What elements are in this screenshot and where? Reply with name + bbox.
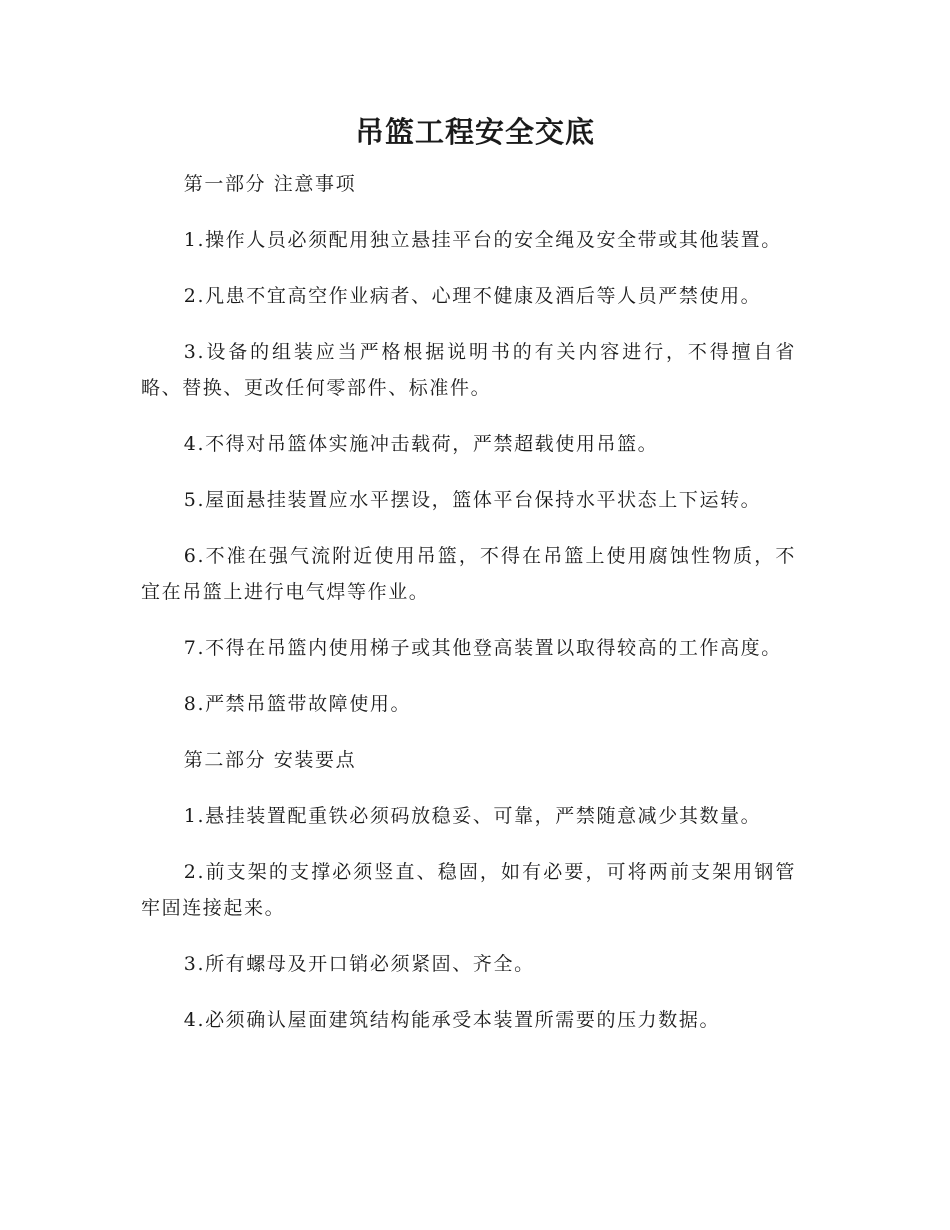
list-item: 2.凡患不宜高空作业病者、心理不健康及酒后等人员严禁使用。 (183, 285, 762, 307)
document-body (141, 166, 796, 1058)
list-item: 4.必须确认屋面建筑结构能承受本装置所需要的压力数据。 (183, 1009, 721, 1031)
list-item: 3.设备的组装应当严格根据说明书的有关内容进行，不得擅自省略、替换、更改任何零部件、标准件。 (141, 341, 796, 399)
list-item: 2.前支架的支撑必须竖直、稳固，如有必要，可将两前支架用钢管牢固连接起来。 (141, 861, 796, 919)
list-item: 3.所有螺母及开口销必须紧固、齐全。 (183, 953, 535, 975)
document-title: 吊篮工程安全交底 (354, 115, 595, 149)
list-item: 6.不准在强气流附近使用吊篮，不得在吊篮上使用腐蚀性物质，不宜在吊篮上进行电气焊等作业。 (141, 545, 796, 603)
list-item: 1.操作人员必须配用独立悬挂平台的安全绳及安全带或其他装置。 (183, 229, 782, 251)
section-heading-part2: 第二部分 安装要点 (183, 749, 357, 771)
list-item: 8.严禁吊篮带故障使用。 (183, 693, 412, 715)
list-item: 1.悬挂装置配重铁必须码放稳妥、可靠，严禁随意减少其数量。 (183, 805, 762, 827)
list-item: 4.不得对吊篮体实施冲击载荷，严禁超载使用吊篮。 (183, 433, 659, 455)
section-heading-part1: 第一部分 注意事项 (183, 173, 357, 195)
list-item: 5.屋面悬挂装置应水平摆设，篮体平台保持水平状态上下运转。 (183, 489, 762, 511)
list-item: 7.不得在吊篮内使用梯子或其他登高装置以取得较高的工作高度。 (183, 637, 782, 659)
